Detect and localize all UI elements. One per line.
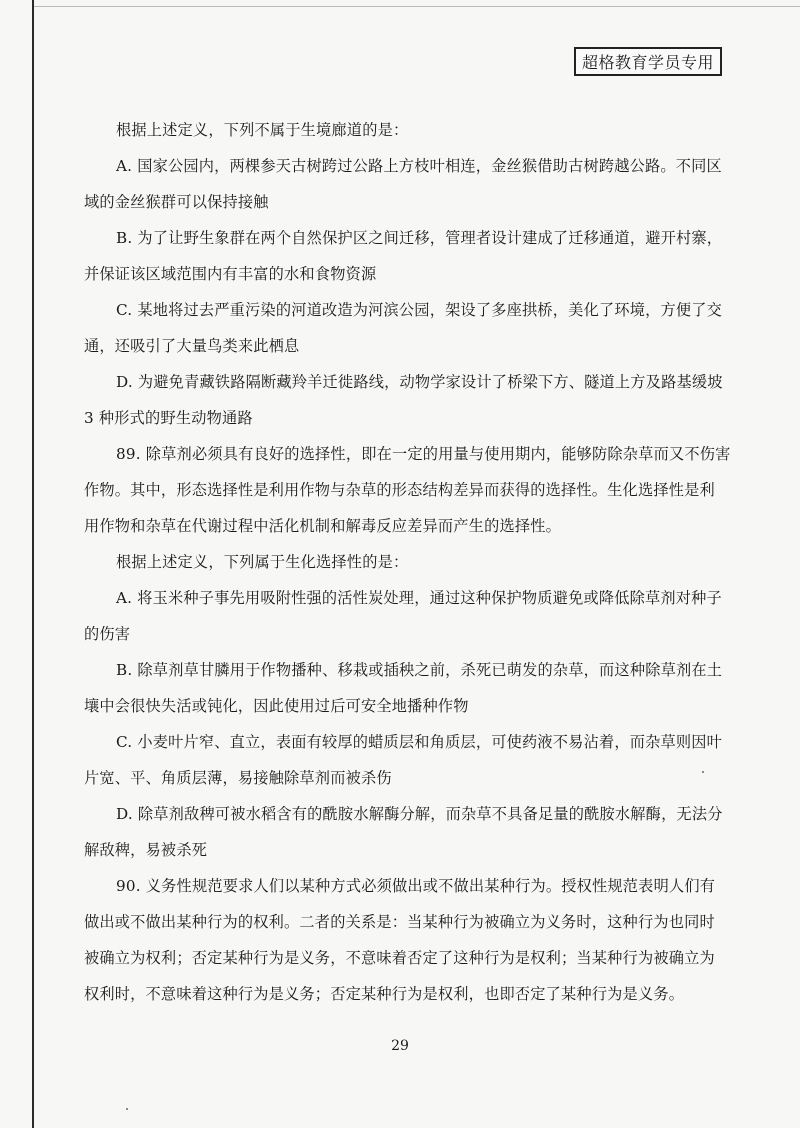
text-line: 解敌稗，易被杀死 [84, 841, 208, 859]
paragraph [84, 364, 724, 436]
text-line: 权利时，不意味着这种行为是义务；否定某种行为是权利，也即否定了某种行为是义务。 [84, 985, 685, 1003]
paragraph [84, 580, 724, 652]
binding-margin-line [32, 0, 34, 1128]
paragraph [84, 292, 724, 364]
text-line: 域的金丝猴群可以保持接触 [84, 193, 269, 211]
text-line: 根据上述定义，下列不属于生境廊道的是： [116, 121, 409, 139]
text-line: B. 为了让野生象群在两个自然保护区之间迁移，管理者设计建成了迁移通道，避开村寨， [116, 229, 723, 247]
question-paragraph [84, 868, 724, 1012]
page-number: 29 [391, 1038, 409, 1054]
text-line: C. 小麦叶片窄、直立，表面有较厚的蜡质层和角质层，可使药液不易沾着，而杂草则因叶 [116, 733, 723, 751]
paragraph [84, 796, 724, 868]
paragraph [84, 148, 724, 220]
scan-speck [126, 1108, 128, 1110]
paragraph [84, 652, 724, 724]
text-line: B. 除草剂草甘膦用于作物播种、移栽或插秧之前，杀死已萌发的杂草，而这种除草剂在土 [116, 661, 723, 679]
text-line: 被确立为权利；否定某种行为是义务，不意味着否定了这种行为是权利；当某种行为被确立为 [84, 949, 715, 967]
top-edge-line [34, 6, 800, 7]
text-line: 根据上述定义，下列属于生化选择性的是： [116, 553, 409, 571]
paragraph [84, 220, 724, 292]
text-line: 89. 除草剂必须具有良好的选择性，即在一定的用量与使用期内，能够防除杂草而又不伤害 [116, 445, 731, 463]
scan-speck [702, 771, 704, 773]
text-line: C. 某地将过去严重污染的河道改造为河滨公园，架设了多座拱桥，美化了环境，方便了交 [116, 301, 723, 319]
text-line: 壤中会很快失活或钝化，因此使用过后可安全地播种作物 [84, 697, 469, 715]
text-line: 通，还吸引了大量鸟类来此栖息 [84, 337, 300, 355]
text-line: 用作物和杂草在代谢过程中活化机制和解毒反应差异而产生的选择性。 [84, 517, 562, 535]
text-line: 作物。其中，形态选择性是利用作物与杂草的形态结构差异而获得的选择性。生化选择性是利 [84, 481, 715, 499]
text-line: 的伤害 [84, 625, 131, 643]
header-stamp: 超格教育学员专用 [574, 47, 722, 76]
text-line: A. 将玉米种子事先用吸附性强的活性炭处理，通过这种保护物质避免或降低除草剂对种子 [116, 589, 722, 607]
question-paragraph [84, 436, 731, 544]
paragraph [84, 112, 724, 148]
paragraph [84, 544, 724, 580]
paragraph [84, 724, 724, 796]
text-line: 3 种形式的野生动物通路 [84, 409, 253, 427]
text-line: D. 除草剂敌稗可被水稻含有的酰胺水解酶分解，而杂草不具备足量的酰胺水解酶，无法分 [116, 805, 723, 823]
document-body [84, 112, 731, 1012]
text-line: 做出或不做出某种行为的权利。二者的关系是：当某种行为被确立为义务时，这种行为也同时 [84, 913, 715, 931]
text-line: D. 为避免青藏铁路隔断藏羚羊迁徙路线，动物学家设计了桥梁下方、隧道上方及路基缓坡 [116, 373, 723, 391]
text-line: A. 国家公园内，两棵参天古树跨过公路上方枝叶相连，金丝猴借助古树跨越公路。不同区 [116, 157, 722, 175]
text-line: 片宽、平、角质层薄，易接触除草剂而被杀伤 [84, 769, 392, 787]
text-line: 并保证该区域范围内有丰富的水和食物资源 [84, 265, 377, 283]
text-line: 90. 义务性规范要求人们以某种方式必须做出或不做出某种行为。授权性规范表明人们有 [116, 877, 716, 895]
